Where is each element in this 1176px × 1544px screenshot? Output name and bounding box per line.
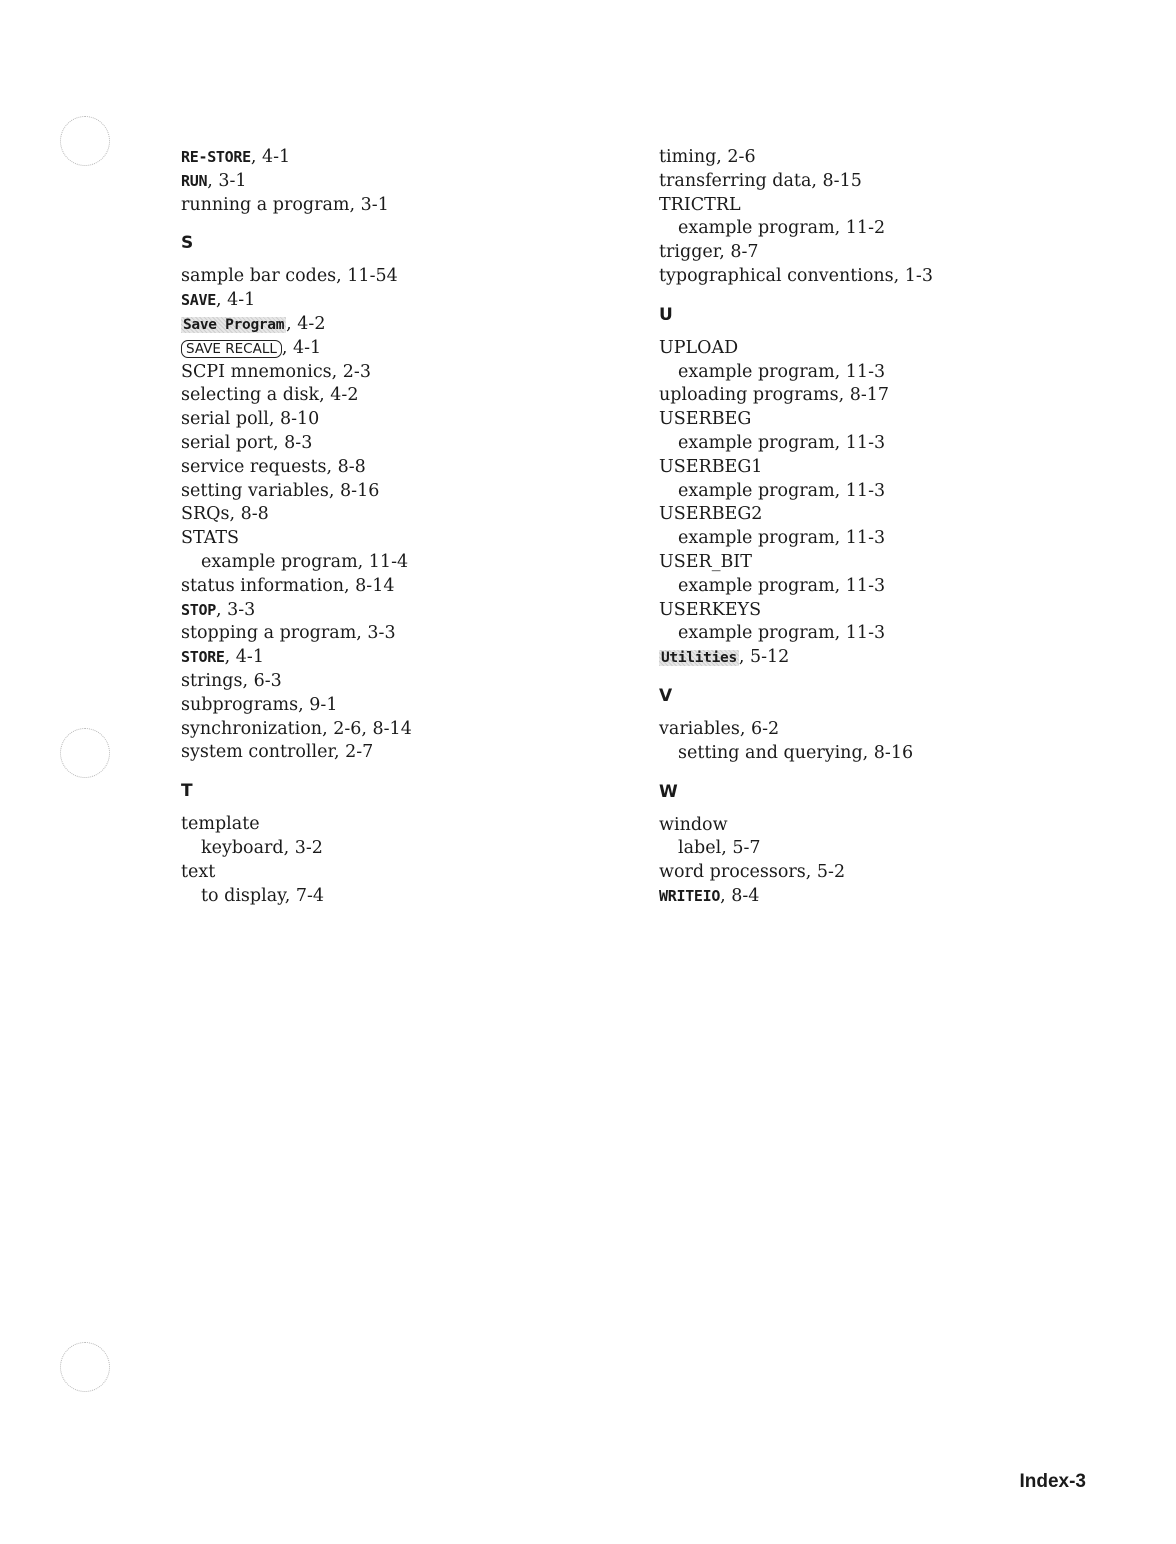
index-subentry bbox=[659, 432, 1089, 456]
index-term: system controller bbox=[181, 742, 334, 763]
index-term: USER_BIT bbox=[659, 551, 752, 572]
index-entry bbox=[181, 384, 601, 408]
index-term: example program bbox=[678, 575, 835, 596]
page-references: , 4-1 bbox=[215, 290, 256, 311]
index-term: selecting a disk bbox=[181, 385, 320, 406]
index-term: RE-STORE bbox=[181, 148, 251, 166]
index-entry bbox=[181, 599, 601, 623]
page-references: , 1-3 bbox=[893, 265, 933, 286]
page-references: , 3-3 bbox=[215, 599, 256, 620]
page-references: , 4-1 bbox=[224, 647, 264, 668]
index-entry bbox=[659, 861, 1089, 885]
index-term: USERBEG bbox=[659, 409, 752, 430]
index-term: example program bbox=[678, 528, 835, 549]
page-references: , 8-10 bbox=[268, 409, 320, 430]
page-references: , 6-2 bbox=[739, 718, 780, 739]
page-references: , 8-4 bbox=[720, 885, 760, 906]
index-subentry bbox=[659, 527, 1089, 551]
index-entry bbox=[181, 146, 601, 170]
index-term: USERBEG2 bbox=[659, 504, 763, 525]
page-references: , 5-2 bbox=[805, 862, 846, 883]
index-entry bbox=[181, 432, 601, 456]
page-references: , 11-3 bbox=[834, 480, 886, 501]
index-entry bbox=[659, 408, 1089, 432]
index-subentry bbox=[181, 885, 601, 909]
page-references: , 2-6 bbox=[716, 147, 756, 167]
index-entry bbox=[659, 337, 1089, 361]
index-entry bbox=[659, 718, 1089, 742]
index-term: typographical conventions bbox=[659, 265, 894, 286]
index-entry bbox=[181, 527, 601, 551]
page-references: , 4-2 bbox=[286, 313, 326, 334]
index-term: word processors bbox=[659, 862, 806, 883]
index-term: example program bbox=[678, 623, 835, 644]
index-column-right bbox=[659, 146, 1089, 909]
index-term: example program bbox=[678, 361, 835, 382]
index-term: example program bbox=[678, 218, 835, 239]
index-entry bbox=[181, 813, 601, 837]
index-term: keyboard bbox=[201, 837, 284, 858]
page-references: , 2-3 bbox=[331, 361, 371, 382]
softkey-label: Save Program bbox=[183, 316, 285, 333]
index-entry bbox=[659, 646, 1089, 670]
index-entry bbox=[659, 551, 1089, 575]
index-term: transferring data bbox=[659, 170, 812, 191]
index-entry bbox=[181, 646, 601, 670]
index-column-left bbox=[181, 146, 601, 908]
page-references: , 8-15 bbox=[811, 170, 862, 191]
index-term: window bbox=[659, 814, 728, 835]
binder-hole-bottom bbox=[60, 1342, 110, 1392]
index-entry bbox=[181, 575, 601, 599]
index-term: label bbox=[678, 838, 722, 859]
index-letter-heading: T bbox=[181, 781, 193, 802]
page-references: , 3-3 bbox=[356, 623, 396, 644]
binder-hole-top bbox=[60, 116, 110, 166]
page-references: , 11-3 bbox=[834, 432, 886, 453]
index-term: uploading programs bbox=[659, 385, 839, 406]
page-references: , 2-7 bbox=[333, 742, 374, 763]
index-letter-heading: S bbox=[181, 233, 194, 254]
page-references: , 11-3 bbox=[834, 575, 886, 596]
index-entry bbox=[659, 194, 1089, 218]
index-entry bbox=[659, 814, 1089, 838]
page-references: , 6-3 bbox=[242, 670, 282, 691]
page-references: , 7-4 bbox=[284, 885, 325, 906]
index-term: text bbox=[181, 861, 216, 882]
index-term: sample bar codes bbox=[181, 266, 337, 287]
index-letter-heading: U bbox=[659, 304, 673, 325]
index-entry bbox=[181, 622, 601, 646]
page-references: , 3-1 bbox=[349, 194, 389, 215]
index-term: example program bbox=[201, 551, 358, 572]
index-entry bbox=[181, 480, 601, 504]
page-references: , 4-1 bbox=[250, 147, 291, 167]
index-term: strings bbox=[181, 670, 243, 691]
index-term: to display bbox=[201, 885, 285, 906]
page-references: , 5-12 bbox=[738, 647, 790, 668]
page-references: , 11-4 bbox=[357, 551, 409, 572]
index-subentry bbox=[181, 551, 601, 575]
index-term: synchronization bbox=[181, 718, 323, 739]
page-references: , 3-1 bbox=[207, 170, 247, 191]
index-entry bbox=[181, 670, 601, 694]
index-entry bbox=[659, 241, 1089, 265]
index-entry bbox=[181, 289, 601, 313]
page-references: , 8-3 bbox=[273, 432, 313, 453]
index-term: service requests bbox=[181, 456, 327, 477]
page-references: , 8-16 bbox=[862, 742, 914, 763]
index-term: SCPI mnemonics bbox=[181, 361, 332, 382]
index-entry bbox=[181, 694, 601, 718]
index-entry bbox=[181, 313, 601, 337]
index-entry bbox=[181, 194, 601, 218]
index-entry bbox=[659, 170, 1089, 194]
index-term: timing bbox=[659, 147, 717, 167]
page-references: , 2-6, 8-14 bbox=[322, 718, 412, 739]
index-subentry bbox=[659, 480, 1089, 504]
index-term: USERKEYS bbox=[659, 599, 762, 620]
index-term: TRICTRL bbox=[659, 194, 741, 215]
index-term: UPLOAD bbox=[659, 337, 739, 358]
page-references: , 4-1 bbox=[281, 337, 322, 358]
index-letter-heading: V bbox=[659, 685, 673, 706]
index-subentry bbox=[181, 837, 601, 861]
index-entry bbox=[659, 265, 1089, 289]
index-term: running a program bbox=[181, 194, 350, 215]
binder-hole-middle bbox=[60, 728, 110, 778]
index-entry bbox=[659, 384, 1089, 408]
index-term: RUN bbox=[181, 171, 208, 190]
index-term: status information bbox=[181, 575, 345, 596]
index-term: STOP bbox=[181, 600, 216, 619]
index-entry bbox=[659, 456, 1089, 480]
page-references: , 8-8 bbox=[229, 504, 269, 525]
page-references: , 11-2 bbox=[834, 218, 886, 239]
page-references: , 8-8 bbox=[326, 456, 366, 477]
page-references: , 5-7 bbox=[721, 838, 761, 859]
index-subentry bbox=[659, 575, 1089, 599]
index-entry bbox=[181, 265, 601, 289]
page-references: , 11-54 bbox=[336, 266, 398, 287]
index-term: STORE bbox=[181, 648, 225, 667]
index-entry bbox=[181, 361, 601, 385]
page-number: Index-3 bbox=[1019, 1471, 1086, 1492]
index-term: example program bbox=[678, 480, 835, 501]
page-references: , 8-14 bbox=[344, 575, 395, 596]
index-term: SRQs bbox=[181, 504, 230, 525]
page-references: , 8-16 bbox=[328, 480, 380, 501]
index-term: trigger bbox=[659, 242, 720, 263]
page-references: , 4-2 bbox=[319, 385, 359, 406]
index-term: setting variables bbox=[181, 480, 329, 501]
index-term: example program bbox=[678, 432, 835, 453]
index-term: STATS bbox=[181, 528, 240, 549]
index-entry bbox=[659, 503, 1089, 527]
index-term: USERBEG1 bbox=[659, 456, 763, 477]
index-entry bbox=[181, 456, 601, 480]
index-entry bbox=[659, 599, 1089, 623]
index-subentry bbox=[659, 837, 1089, 861]
hardkey-label: SAVE RECALL bbox=[181, 340, 282, 358]
index-entry bbox=[181, 861, 601, 885]
page-references: , 9-1 bbox=[298, 694, 338, 715]
index-subentry bbox=[659, 361, 1089, 385]
index-term: setting and querying bbox=[678, 742, 863, 763]
page-references: , 8-17 bbox=[838, 385, 890, 406]
index-term: serial port bbox=[181, 432, 274, 453]
index-subentry bbox=[659, 742, 1089, 766]
index-subentry bbox=[659, 622, 1089, 646]
index-entry bbox=[181, 408, 601, 432]
page-references: , 8-7 bbox=[719, 242, 759, 263]
index-entry bbox=[659, 146, 1089, 170]
index-term: template bbox=[181, 814, 260, 835]
index-term: subprograms bbox=[181, 694, 299, 715]
page-references: , 11-3 bbox=[834, 528, 886, 549]
softkey-label: Utilities bbox=[661, 650, 737, 667]
index-term: WRITEIO bbox=[659, 886, 721, 905]
index-entry bbox=[181, 170, 601, 194]
index-entry bbox=[181, 718, 601, 742]
index-entry bbox=[181, 503, 601, 527]
index-term: serial poll bbox=[181, 409, 269, 430]
index-term: stopping a program bbox=[181, 623, 357, 644]
index-subentry bbox=[659, 217, 1089, 241]
index-entry bbox=[181, 741, 601, 765]
page-references: , 11-3 bbox=[834, 623, 886, 644]
index-term: variables bbox=[659, 718, 740, 739]
index-term: SAVE bbox=[181, 291, 216, 310]
index-letter-heading: W bbox=[659, 781, 678, 802]
page-references: , 11-3 bbox=[834, 361, 886, 382]
index-entry bbox=[181, 337, 601, 361]
page-references: , 3-2 bbox=[283, 837, 323, 858]
index-entry bbox=[659, 885, 1089, 909]
